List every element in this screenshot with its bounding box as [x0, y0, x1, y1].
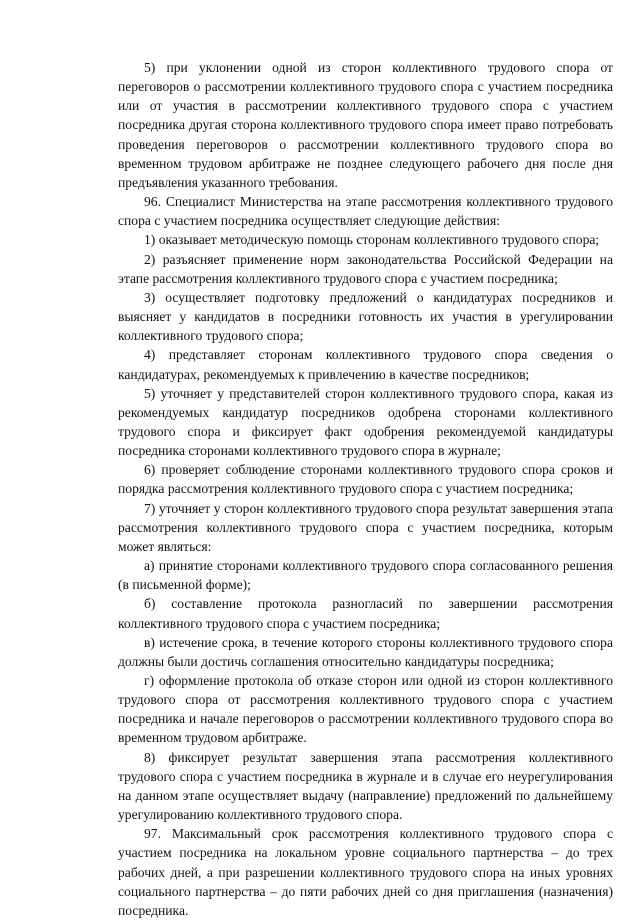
list-item-8: 8) фиксирует результат завершения этапа рассмотрения коллективного трудового спора с участием посредника в журнале и в случае его неурегулирования на данном этапе осуществляет выдачу (направление) предложений по дальнейшему урегулированию коллективного трудового спора.	[118, 749, 613, 823]
paragraph-5-evasion: 5) при уклонении одной из сторон коллективного трудового спора от переговоров о рассмотрении коллективного трудового спора с участием посредника или от участия в рассмотрении коллективного трудового спора с участием посредника другая сторона коллективного трудового спора имеет право потребовать проведения переговоров о рассмотрении коллективного трудового спора во временном трудовом арбитраже не позднее следующего рабочего дня после дня предъявления указанного требования.	[118, 60, 613, 190]
list-item-5: 5) уточняет у представителей сторон коллективного трудового спора, какая из рекомендуемых кандидатур посредников одобрена сторонами коллективного трудового спора и фиксирует факт одобрения рекомендуемой кандидатуры посредника сторонами коллективного трудового спора в журнале;	[118, 385, 613, 459]
list-item-1: 1) оказывает методическую помощь сторонам коллективного трудового спора;	[144, 232, 600, 248]
list-item-3: 3) осуществляет подготовку предложений о кандидатурах посредников и выясняет у кандидатов в посредники готовность их участия в урегулировании коллективного трудового спора;	[118, 289, 613, 344]
sub-item-g: г) оформление протокола об отказе сторон или одной из сторон коллективного трудового спора от рассмотрения коллективного трудового спора с участием посредника и начале переговоров о рассмотрении коллективного трудового спора во временном трудовом арбитраже.	[118, 673, 613, 746]
paragraph-96-intro: 96. Специалист Министерства на этапе рассмотрения коллективного трудового спора с участием посредника осуществляет следующие действия:	[118, 194, 613, 229]
sub-item-a: а) принятие сторонами коллективного трудового спора согласованного решения (в письменной форме);	[118, 558, 613, 593]
list-item-2: 2) разъясняет применение норм законодательства Российской Федерации на этапе рассмотрения коллективного трудового спора с участием посредника;	[118, 251, 613, 286]
list-item-6: 6) проверяет соблюдение сторонами коллективного трудового спора сроков и порядка рассмотрения коллективного трудового спора с участием посредника;	[118, 462, 613, 497]
document-page	[118, 58, 613, 920]
list-item-7: 7) уточняет у сторон коллективного трудового спора результат завершения этапа рассмотрения коллективного трудового спора с участием посредника, которым может являться:	[118, 500, 613, 554]
paragraph-97: 97. Максимальный срок рассмотрения коллективного трудового спора с участием посредника на локальном уровне социального партнерства – до трех рабочих дней, а при разрешении коллективного трудового спора на иных уровнях социального партнерства – до пяти рабочих дней со дня приглашения (назначения) посредника.	[118, 826, 613, 918]
sub-item-v: в) истечение срока, в течение которого стороны коллективного трудового спора должны были достичь соглашения относительно кандидатуры посредника;	[118, 634, 613, 669]
sub-item-b: б) составление протокола разногласий по завершении рассмотрения коллективного трудового спора с участием посредника;	[118, 596, 613, 631]
list-item-4: 4) представляет сторонам коллективного трудового спора сведения о кандидатурах, рекомендуемых к привлечению в качестве посредников;	[118, 347, 613, 382]
